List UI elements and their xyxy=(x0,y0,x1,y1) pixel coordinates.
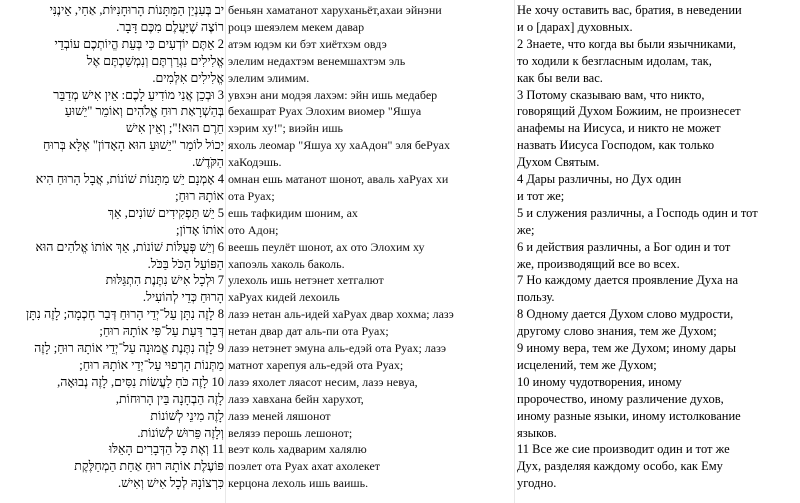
transliteration-line: беньян хаматанот харуханьёт,ахаи эйнэни xyxy=(228,3,442,17)
transliteration-line: роцэ шеяэлем мекем давар xyxy=(228,19,365,34)
russian-line: 6 и действия различны, а Бог один и тот xyxy=(517,239,731,254)
transliteration-line: ота Руах; xyxy=(228,188,275,203)
transliteration-line: бехашрат Руах Элохим виомер "Яшуа xyxy=(228,104,422,119)
hebrew-line: לָזֶה הַבְחָנָה בֵּין הָרוּחוֹת, xyxy=(115,391,224,406)
russian-line: Не хочу оставить вас, братия, в неведении xyxy=(517,3,742,17)
hebrew-line: 6 וְיֵשׁ פְּעֻלּוֹת שׁוֹנוֹת, אַךְ אוֹתוֹ אֱלֹהִים הוּא xyxy=(35,239,224,254)
hebrew-line: דְּבַר דַּעַת עַל־פִּי אוֹתָהּ רוּחַ; xyxy=(99,324,224,339)
transliteration-line: поэлет ота Руах ахат ахолекет xyxy=(228,459,381,474)
russian-line: 11 Все же сие производит один и тот же xyxy=(517,442,730,457)
russian-line: угодно. xyxy=(517,476,557,491)
russian-line: 9 иному вера, тем же Духом; иному дары xyxy=(517,341,736,355)
russian-line: Дух, разделяя каждому особо, как Ему xyxy=(517,459,723,474)
hebrew-line: בְּהַשְׁרָאַת רוּחַ אֱלֹהִים וְאוֹמֵר "יֵשׁוּעַ xyxy=(64,104,224,119)
transliteration-line: керцона лехоль ишь ваишь. xyxy=(228,476,369,491)
column-divider xyxy=(514,0,515,503)
transliteration-line: омнан ешь матанот шонот, аваль хаРуах хи xyxy=(228,172,449,186)
transliteration-line: лазэ меней ляшонот xyxy=(228,408,331,423)
transliteration-line: лазэ нетэнет эмуна аль-едэй ота Руах; лазэ xyxy=(228,341,446,355)
transliteration-line: элелим недахтэм венемшахтэм эль xyxy=(228,53,406,68)
russian-line: 4 Дары различны, но Дух один xyxy=(517,172,682,186)
transliteration-line: веешь пеулёт шонот, ах ото Элохим ху xyxy=(228,239,425,254)
russian-line: другому слово знания, тем же Духом; xyxy=(517,324,717,339)
hebrew-line: 4 אָמְנָם יֵשׁ מַתָּנוֹת שׁוֹנוֹת, אֲבָל הָרוּחַ הִיא xyxy=(35,172,224,186)
transliteration-line: хапоэль хаколь баколь. xyxy=(228,256,345,271)
hebrew-line: יב בְּעִנְיַן הַמַּתָּנוֹת הָרוּחָנִיּוֹת, אַחַי, אֵינֶנִּי xyxy=(49,3,224,17)
hebrew-line: מַתְּנוֹת הָרְפוּי עַל־יְדֵי אוֹתָהּ רוּחַ; xyxy=(79,357,224,372)
russian-line: говорящий Духом Божиим, не произнесет xyxy=(517,104,741,119)
russian-line: иному разные языки, иному истолкование xyxy=(517,408,741,423)
transliteration-line: увхэн ани модэя лахэм: эйн ишь медабер xyxy=(228,87,438,102)
hebrew-line: 3 וּבְכֵן אֲנִי מוֹדִיעַ לָכֶם: אֵין אִישׁ מְדַבֵּר xyxy=(53,87,224,102)
hebrew-line: כִּרְצוֹנָהּ לְכָל אִישׁ וְאִישׁ. xyxy=(117,476,224,491)
transliteration-line: улехоль ишь нетэнет хетгалют xyxy=(228,273,384,288)
transliteration-line: хаРуах кидей лехоиль xyxy=(228,290,340,305)
russian-line: 8 Одному дается Духом слово мудрости, xyxy=(517,307,734,322)
hebrew-line: 5 יֵשׁ תַּפְקִידִים שׁוֹנִים, אַךְ xyxy=(107,205,224,220)
russian-line: же; xyxy=(517,222,535,237)
hebrew-line: חֵרֶם הוּא!"; וְאֵין אִישׁ xyxy=(125,121,224,136)
hebrew-line: הַפּוֹעֵל הַכֹּל בַּכֹּל. xyxy=(147,256,224,271)
transliteration-line: лазэ хавхана бейн харухот, xyxy=(228,391,364,406)
russian-line: 2 Знаете, что когда вы были язычниками, xyxy=(517,36,737,51)
russian-line: 3 Потому сказываю вам, что никто, xyxy=(517,87,705,102)
hebrew-line: אוֹתָהּ רוּחַ; xyxy=(175,188,224,203)
hebrew-line: רוֹצֶה שֶׁיַּעֲלֶם מִכֶּם דָּבָר. xyxy=(116,19,224,34)
hebrew-line: הַקֹּדֶשׁ. xyxy=(192,155,224,170)
hebrew-line: אֱלִילִים נִגְרַרְתֶּם וְנִמְשַׁכְתֶּם אֶל xyxy=(86,53,224,68)
hebrew-line: הָרוּחַ כְּדֵי לְהוֹעִיל. xyxy=(142,290,224,305)
transliteration-line: велязэ перошь лешонот; xyxy=(228,425,353,440)
column-divider xyxy=(225,0,226,503)
russian-line: и тот же; xyxy=(517,188,565,203)
hebrew-line: 7 וּלְכָל אִישׁ נִתֶּנֶת הִתְגַּלּוּת xyxy=(105,273,224,288)
hebrew-line: 8 לָזֶה נִתָּן עַל־יְדֵי הָרוּחַ דְּבַר חָכְמָה; לָזֶה נִתָּן xyxy=(26,307,224,322)
transliteration-line: яхоль леомар "Яшуа ху хаАдон" эля беРуах xyxy=(228,138,450,153)
russian-line: пророчество, иному различение духов, xyxy=(517,391,724,406)
hebrew-line: 11 וְאֶת כָּל הַדְּבָרִים הָאֵלּוּ xyxy=(108,442,224,457)
transliteration-line: элелим элимим. xyxy=(228,70,310,85)
hebrew-line: אֱלִילִים אִלְּמִים. xyxy=(152,70,224,85)
russian-line: исцелений, тем же Духом; xyxy=(517,357,657,372)
hebrew-line: 2 אַתֶּם יוֹדְעִים כִּי בְּעֵת הֱיוֹתְכֶם עוֹבְדֵי xyxy=(54,36,224,51)
russian-line: же, производящий все во всех. xyxy=(517,256,680,271)
transliteration-column xyxy=(228,0,512,503)
russian-line: Духом Святым. xyxy=(517,155,600,170)
transliteration-line: лазэ нетан аль-идей хаРуах двар хохма; лазэ xyxy=(228,307,454,322)
transliteration-line: хэрим ху!"; виэйн ишь xyxy=(228,121,343,136)
russian-line: назвать Иисуса Господом, как только xyxy=(517,138,715,153)
russian-column xyxy=(517,0,798,503)
hebrew-line: 10 לָזֶה כֹּחַ לַעֲשׂוֹת נִסִּים, לָזֶה נְבוּאָה, xyxy=(57,374,224,389)
hebrew-line: וְלָזֶה פֵּרוּשׁ לְשׁוֹנוֹת. xyxy=(137,425,224,440)
russian-line: 7 Но каждому дается проявление Духа на xyxy=(517,273,739,288)
russian-line: как бы вели вас. xyxy=(517,70,603,85)
transliteration-line: ешь тафкидим шоним, ах xyxy=(228,205,358,220)
russian-line: то ходили к безгласным идолам, так, xyxy=(517,53,712,68)
hebrew-line: אוֹתוֹ אָדוֹן; xyxy=(175,222,224,237)
russian-line: 10 иному чудотворения, иному xyxy=(517,374,682,389)
hebrew-line: 9 לָזֶה נִתֶּנֶת אֱמוּנָה עַל־יְדֵי אוֹתָהּ רוּחַ; לָזֶה xyxy=(34,341,224,355)
russian-line: пользу. xyxy=(517,290,555,305)
russian-line: анафемы на Иисуса, и никто не может xyxy=(517,121,721,136)
transliteration-line: матнот харепуя аль-едэй ота Руах; xyxy=(228,357,404,372)
russian-line: и о [дарах] духовных. xyxy=(517,19,633,34)
transliteration-line: хаКодэшь. xyxy=(228,155,282,170)
hebrew-line: פּוֹעֶלֶת אוֹתָהּ רוּחַ אַחַת הַמְחַלֶּקֶת xyxy=(74,459,224,474)
transliteration-line: лазэ яхолет ляасот несим, лазэ невуа, xyxy=(228,374,418,389)
hebrew-column xyxy=(0,0,224,503)
transliteration-line: атэм юдэм ки бэт хиётхэм овдэ xyxy=(228,36,387,51)
hebrew-line: לָזֶה מִינֵי לְשׁוֹנוֹת xyxy=(150,408,224,423)
russian-line: языков. xyxy=(517,425,557,440)
hebrew-line: יָכוֹל לוֹמַר "יֵשׁוּעַ הוּא הָאָדוֹן" אֶלָּא בְּרוּחַ xyxy=(43,138,224,153)
transliteration-line: нетан двар дат аль-пи ота Руах; xyxy=(228,324,389,339)
transliteration-line: ото Адон; xyxy=(228,222,279,237)
russian-line: 5 и служения различны, а Господь один и тот xyxy=(517,205,758,220)
transliteration-line: веэт коль хадварим халялю xyxy=(228,442,367,457)
